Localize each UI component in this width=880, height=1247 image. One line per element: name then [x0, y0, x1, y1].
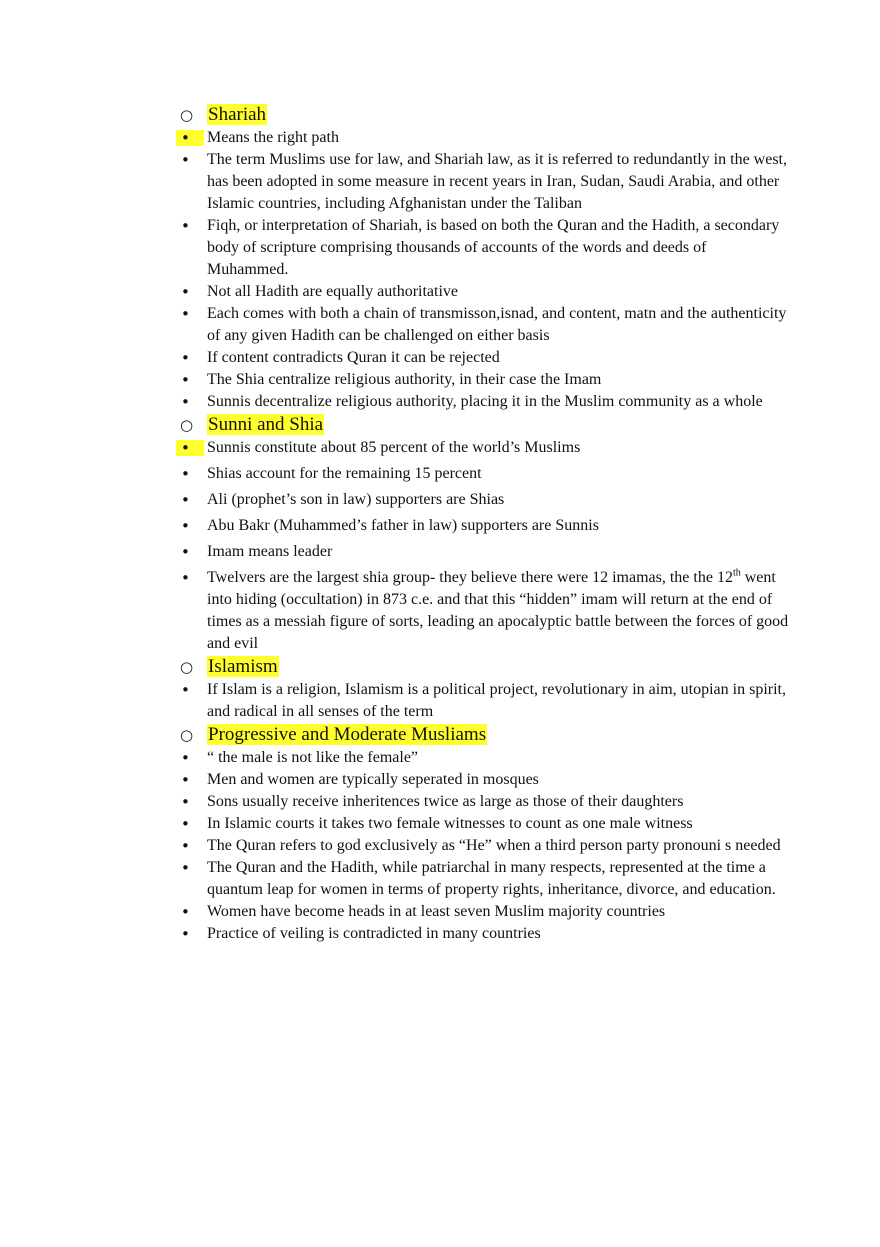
- list-item: • Means the right path: [180, 127, 790, 149]
- section-heading-sunni-and-shia: ○ Sunni and Shia: [180, 414, 324, 435]
- list-item: • Not all Hadith are equally authoritative: [180, 281, 790, 303]
- hollow-circle-bullet-icon: ○: [180, 726, 194, 744]
- list-item: • Women have become heads in at least seven Muslim majority countries: [180, 901, 790, 923]
- sunni-shia-list: [180, 437, 790, 655]
- list-item: • Shias account for the remaining 15 percent: [180, 463, 790, 485]
- notes-body: [180, 103, 790, 945]
- list-item: • Men and women are typically seperated in mosques: [180, 769, 790, 791]
- list-item: • In Islamic courts it takes two female witnesses to count as one male witness: [180, 813, 790, 835]
- hollow-circle-bullet-icon: ○: [180, 658, 194, 676]
- list-item: • Practice of veiling is contradicted in many countries: [180, 923, 790, 945]
- list-item: • Sunnis decentralize religious authority, placing it in the Muslim community as a whole: [180, 391, 790, 413]
- hollow-circle-bullet-icon: ○: [180, 106, 194, 124]
- section-heading-islamism: ○ Islamism: [180, 656, 278, 677]
- list-item: • Fiqh, or interpretation of Shariah, is based on both the Quran and the Hadith, a secondary body of scripture comprising thousands of accounts of the words and deeds of Muhammed.: [180, 215, 790, 281]
- hollow-circle-bullet-icon: ○: [180, 416, 194, 434]
- list-item: • If content contradicts Quran it can be rejected: [180, 347, 790, 369]
- list-item: • Sons usually receive inheritences twice as large as those of their daughters: [180, 791, 790, 813]
- list-item: • Ali (prophet’s son in law) supporters are Shias: [180, 489, 790, 511]
- list-item: • Sunnis constitute about 85 percent of the world’s Muslims: [180, 437, 790, 459]
- list-item: • The Shia centralize religious authority, in their case the Imam: [180, 369, 790, 391]
- list-item: • The Quran refers to god exclusively as “He” when a third person party pronouni s needed: [180, 835, 790, 857]
- list-item-twelvers: • Twelvers are the largest shia group- they believe there were 12 imamas, the the 12th went into hiding (occultation) in 873 c.e. and that this “hidden” imam will return at the end of times as a messiah figure of sorts, leading an apocalyptic battle between the forces of good and evil: [180, 567, 790, 655]
- islamism-list: [180, 679, 790, 723]
- progressive-list: [180, 747, 790, 945]
- list-item: • Each comes with both a chain of transmisson,isnad, and content, matn and the authenticity of any given Hadith can be challenged on either basis: [180, 303, 790, 347]
- list-item: • The Quran and the Hadith, while patriarchal in many respects, represented at the time a quantum leap for women in terms of property rights, inheritance, divorce, and education.: [180, 857, 790, 901]
- list-item: • Imam means leader: [180, 541, 790, 563]
- section-heading-progressive-moderate: ○ Progressive and Moderate Musliams: [180, 724, 487, 745]
- list-item: • Abu Bakr (Muhammed’s father in law) supporters are Sunnis: [180, 515, 790, 537]
- list-item: • The term Muslims use for law, and Shariah law, as it is referred to redundantly in the west, has been adopted in some measure in recent years in Iran, Sudan, Saudi Arabia, and other Islamic countries, including Afghanistan under the Taliban: [180, 149, 790, 215]
- list-item: • “ the male is not like the female”: [180, 747, 790, 769]
- list-item: • If Islam is a religion, Islamism is a political project, revolutionary in aim, utopian in spirit, and radical in all senses of the term: [180, 679, 790, 723]
- section-heading-shariah: ○ Shariah: [180, 104, 267, 125]
- shariah-list: [180, 127, 790, 413]
